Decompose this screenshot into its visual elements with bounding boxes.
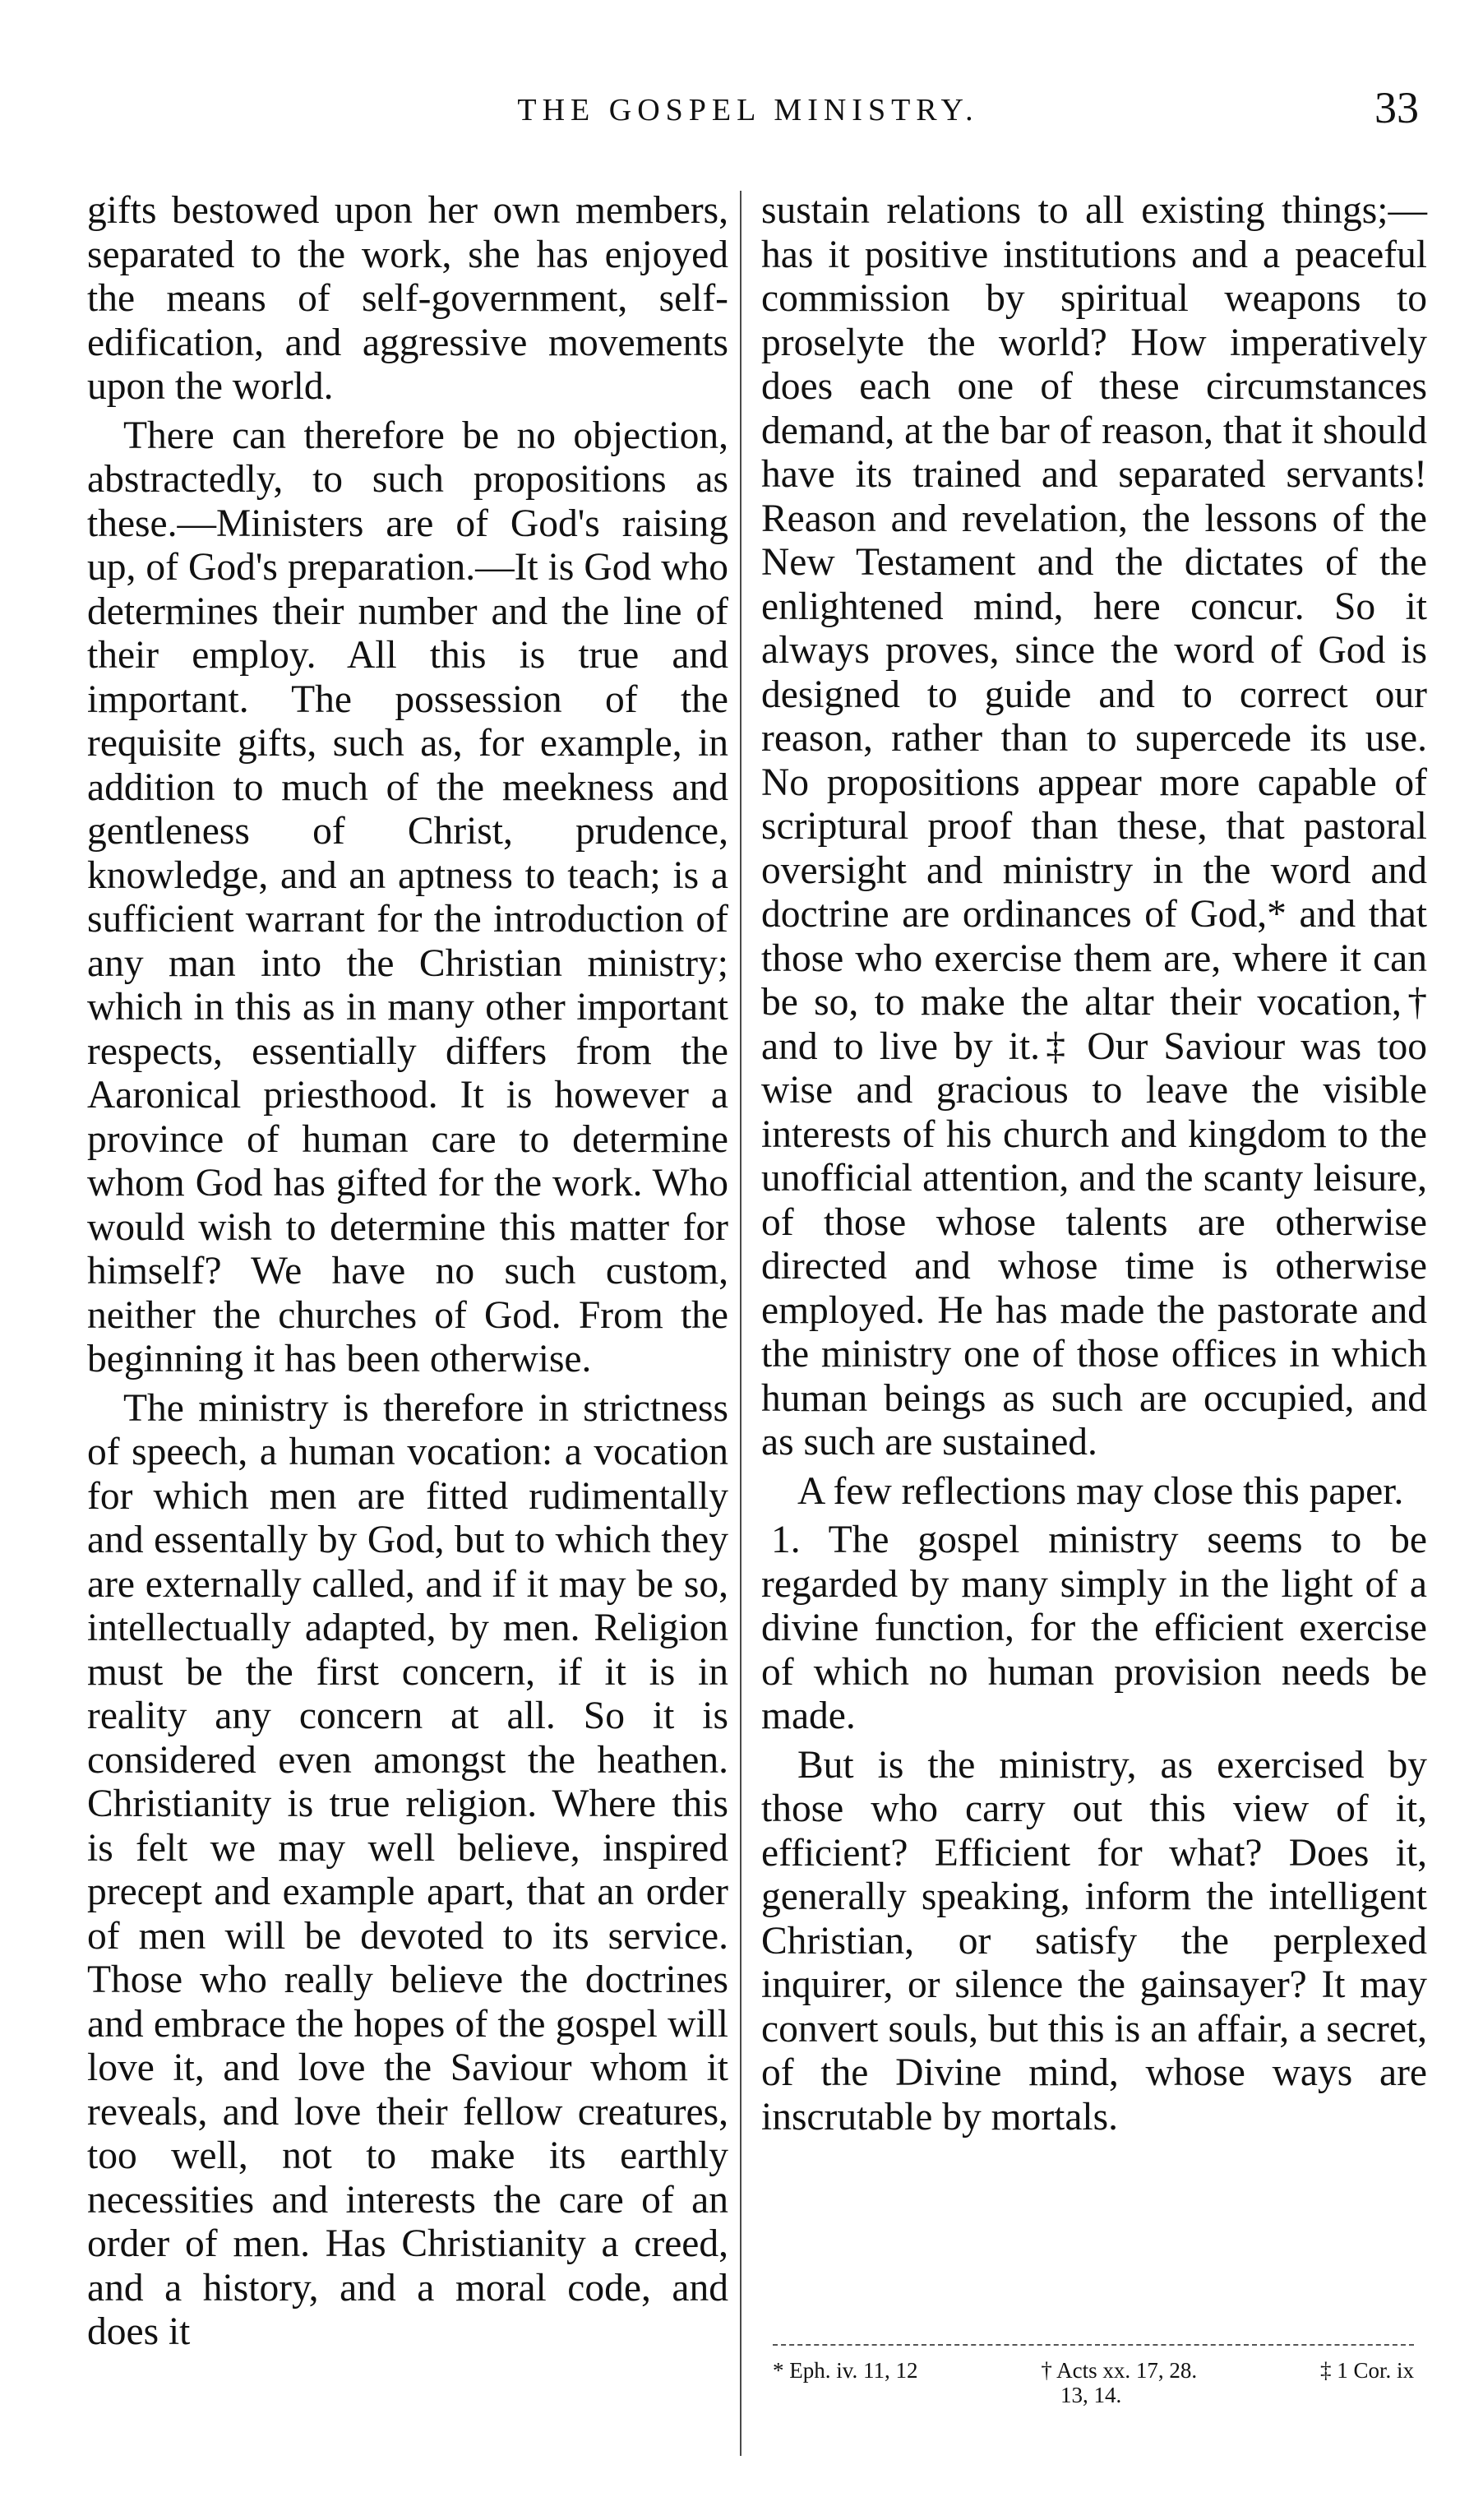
footnotes bbox=[773, 2358, 1414, 2407]
right-paragraph-3: 1. The gospel ministry seems to be regarded by many simply in the light of a divine function, for the efficient exercise of which no human provision needs be made. bbox=[761, 1519, 1427, 1737]
left-paragraph-2: There can therefore be no objection, abstractedly, to such propositions as these.—Ministers are of God's raising up, of God's preparation.—It is God who determines their number and the line of their employ. All this is true and important. The possession of the requisite gifts, such as, for example, in addition to much of the meekness and gentleness of Christ, prudence, knowledge, and an aptness to teach; is a sufficient warrant for the introduction of any man into the Christian ministry; which in this as in many other important respects, essentially differs from the Aaronical priesthood. It is however a province of human care to determine whom God has gifted for the work. Who would wish to determine this matter for himself? We have no such custom, neither the churches of God. From the beginning it has been otherwise. bbox=[87, 414, 728, 1380]
left-paragraph-3: The ministry is therefore in strictness of speech, a human vocation: a vocation for which men are fitted rudimentally and essentally by God, but to which they are externally called, and if it may be so, intellectually adapted, by men. Religion must be the first concern, if it is in reality any concern at all. So it is considered even amongst the heathen. Christianity is true religion. Where this is felt we may well believe, inspired precept and example apart, that an order of men will be devoted to its service. Those who really believe the doctrines and embrace the hopes of the gospel will love it, and love the Saviour whom it reveals, and love their fellow creatures, too well, not to make its earthly necessities and interests the care of an order of men. Has Christianity a creed, and a history, and a moral code, and does it bbox=[87, 1386, 728, 2353]
footnote-acts: † Acts xx. 17, 28. bbox=[1041, 2358, 1198, 2383]
left-paragraph-1: gifts bestowed upon her own members, separated to the work, she has enjoyed the means of self-government, self-edification, and aggressive movements upon the world. bbox=[87, 189, 728, 408]
page-number: 33 bbox=[1374, 83, 1419, 132]
right-paragraph-1: sustain relations to all existing things;—has it positive institutions and a peaceful commission by spiritual weapons to proselyte the world? How imperatively does each one of these circumstances demand, at the bar of reason, that it should have its trained and separated servants! Reason and revelation, the lessons of the New Testament and the dictates of the enlightened mind, here concur. So it always proves, since the word of God is designed to guide and to correct our reason, rather than to supercede its use. No propositions appear more capable of scriptural proof than these, that pastoral oversight and ministry in the word and doctrine are ordinances of God,* and that those who exercise them are, where it can be so, to make the altar their vocation,† and to live by it.‡ Our Saviour was too wise and gracious to leave the visible interests of his church and kingdom to the unofficial attention, and the scanty leisure, of those whose talents are otherwise directed and whose time is otherwise employed. He has made the pastorate and the ministry one of those offices in which human beings as such are occupied, and as such are sustained. bbox=[761, 189, 1427, 1463]
footnote-continuation: 13, 14. bbox=[1060, 2383, 1122, 2407]
left-column bbox=[87, 189, 728, 2355]
footnote-cor: ‡ 1 Cor. ix bbox=[1319, 2358, 1414, 2383]
right-paragraph-4: But is the ministry, as exercised by those who carry out this view of it, efficient? Efficient for what? Does it, generally speaking, inform the intelligent Christian, or satisfy the perplexed inquirer, or silence the gainsayer? It may convert souls, but this is an affair, a secret, of the Divine mind, whose ways are inscrutable by mortals. bbox=[761, 1743, 1427, 2139]
right-paragraph-2: A few reflections may close this paper. bbox=[797, 1469, 1404, 1513]
column-divider bbox=[740, 191, 742, 2456]
running-title: THE GOSPEL MINISTRY. bbox=[517, 93, 979, 127]
footnote-row bbox=[773, 2358, 1414, 2383]
right-column bbox=[761, 189, 1427, 2139]
footnote-eph: * Eph. iv. 11, 12 bbox=[773, 2358, 918, 2383]
footnote-rule bbox=[773, 2344, 1414, 2346]
